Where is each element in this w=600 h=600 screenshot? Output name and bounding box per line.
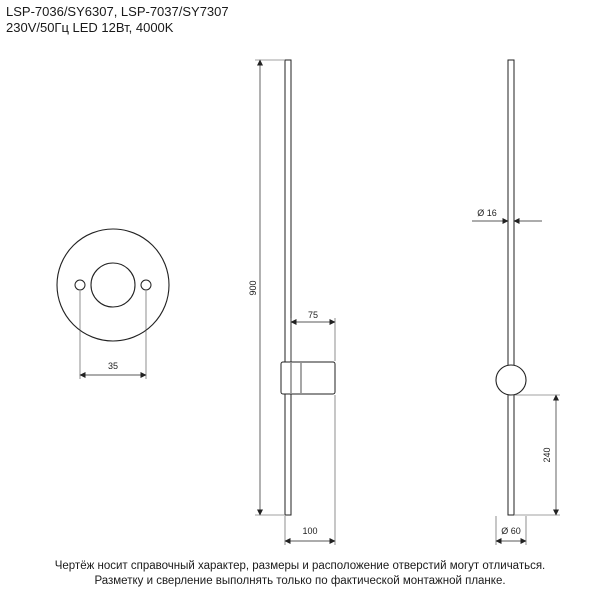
front-view	[472, 60, 560, 545]
disclaimer-line-2: Разметку и сверление выполнять только по фактической монтажной планке.	[94, 575, 506, 587]
mount-depth-label: 75	[307, 310, 319, 320]
mount-height-label: 240	[542, 447, 552, 463]
mount-screw-hole-right	[141, 280, 151, 290]
mount-diameter-label: Ø 60	[501, 526, 521, 536]
electrical-specs: 230V/50Гц LED 12Вт, 4000K	[6, 20, 174, 35]
total-depth-label: 100	[302, 526, 318, 536]
front-view-tube	[508, 60, 514, 515]
disclaimer-line-1: Чертёж носит справочный характер, размеры и расположение отверстий могут отличаться.	[54, 560, 546, 572]
mount-screw-hole-left	[75, 280, 85, 290]
mount-plate-outline	[57, 229, 169, 341]
disclaimer-footer	[0, 559, 600, 589]
mount-plate-center-hole	[91, 263, 135, 307]
front-view-mount-disc	[496, 365, 526, 395]
height-label: 900	[248, 280, 258, 296]
mount-plate-view	[57, 229, 169, 379]
side-view	[248, 60, 335, 545]
tube-diameter-label: Ø 16	[477, 208, 497, 218]
side-view-mount-body	[281, 362, 335, 394]
hole-spacing-label: 35	[107, 361, 119, 371]
side-view-tube	[285, 60, 291, 515]
model-numbers: LSP-7036/SY6307, LSP-7037/SY7307	[6, 4, 229, 19]
